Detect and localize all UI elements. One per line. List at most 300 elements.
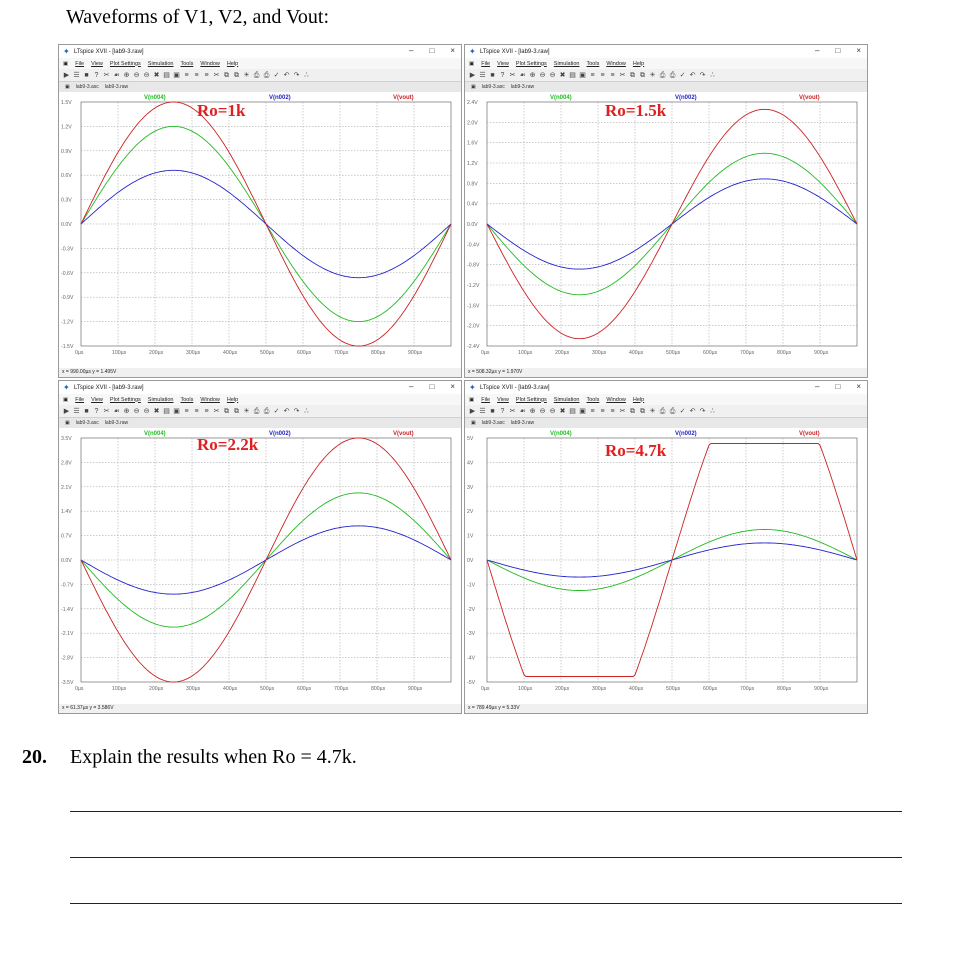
schematic-icon: ▣: [65, 420, 70, 426]
toolbar-button-icon[interactable]: ✂: [619, 407, 626, 415]
toolbar-button-icon[interactable]: ?: [500, 407, 505, 415]
toolbar-button-icon[interactable]: ⊕: [123, 71, 130, 79]
plot-area[interactable]: [465, 428, 867, 705]
toolbar: [465, 69, 867, 82]
toolbar-button-icon[interactable]: ✓: [273, 71, 280, 79]
x-tick-label: 600µs: [703, 350, 718, 356]
x-tick-label: 0µs: [75, 686, 84, 692]
toolbar-button-icon[interactable]: ☀: [649, 407, 656, 415]
y-tick-label: -3V: [467, 631, 476, 638]
toolbar-button-icon[interactable]: ⧉: [630, 71, 635, 79]
y-tick-label: -1.2V: [467, 283, 480, 289]
menu-item-view[interactable]: View: [497, 60, 509, 67]
y-tick-label: 2.1V: [61, 484, 72, 491]
waveform-plot[interactable]: [59, 428, 461, 705]
tab-lab9-3-raw[interactable]: lab9-3.raw: [104, 420, 129, 426]
toolbar-button-icon[interactable]: ⧉: [640, 71, 645, 79]
toolbar-button-icon[interactable]: ✓: [679, 407, 686, 415]
toolbar-button-icon[interactable]: ⊖: [549, 71, 556, 79]
x-tick-label: 0µs: [481, 686, 490, 692]
plot-area[interactable]: [59, 428, 461, 705]
tab-lab9-3-asc[interactable]: lab9-3.asc: [75, 84, 99, 90]
window-title: LTspice XVII - [lab9-3.raw]: [480, 48, 550, 55]
file-icon: ▣: [469, 396, 475, 403]
menu-item-simulation[interactable]: Simulation: [553, 396, 580, 403]
toolbar-button-icon[interactable]: ⊕: [529, 71, 536, 79]
toolbar-button-icon[interactable]: ⊖: [133, 71, 140, 79]
toolbar-button-icon[interactable]: ≡: [600, 407, 605, 415]
y-tick-label: 3V: [467, 484, 474, 491]
toolbar: [59, 405, 461, 418]
toolbar-button-icon[interactable]: ▶: [63, 71, 70, 79]
y-tick-label: 1V: [467, 533, 474, 540]
y-tick-label: -2.0V: [467, 323, 480, 330]
x-tick-label: 300µs: [592, 350, 607, 356]
toolbar-button-icon[interactable]: ⊖: [143, 407, 150, 415]
close-button[interactable]: ×: [450, 382, 455, 391]
y-tick-label: -0.4V: [467, 242, 480, 249]
menu-bar: [465, 58, 867, 69]
y-tick-label: 0.8V: [467, 181, 478, 188]
toolbar-button-icon[interactable]: ?: [500, 71, 505, 79]
schematic-icon: ▣: [471, 420, 476, 426]
window-controls: [815, 46, 861, 55]
menu-item-tools[interactable]: Tools: [180, 60, 194, 67]
toolbar-button-icon[interactable]: ✂: [509, 407, 516, 415]
title-bar: [59, 45, 461, 58]
minimize-button[interactable]: –: [409, 382, 414, 391]
toolbar-button-icon[interactable]: ⊖: [539, 71, 546, 79]
toolbar-button-icon[interactable]: ⧉: [224, 71, 229, 79]
toolbar-button-icon[interactable]: ↷: [699, 71, 706, 79]
toolbar-button-icon[interactable]: ⊕: [123, 407, 130, 415]
toolbar-button-icon[interactable]: ∴: [710, 71, 715, 79]
toolbar-button-icon[interactable]: ☰: [479, 71, 486, 79]
ltspice-window-ro-1k: [58, 44, 462, 378]
toolbar-button-icon[interactable]: ⊖: [539, 407, 546, 415]
toolbar-button-icon[interactable]: ∴: [710, 407, 715, 415]
y-tick-label: -5V: [467, 680, 476, 686]
menu-item-view[interactable]: View: [91, 60, 103, 67]
y-tick-label: -1.4V: [61, 606, 74, 613]
maximize-button[interactable]: □: [429, 382, 435, 391]
x-tick-label: 900µs: [814, 686, 829, 692]
y-tick-label: 0V: [467, 558, 474, 564]
menu-item-help[interactable]: Help: [632, 60, 645, 67]
close-button[interactable]: ×: [450, 46, 455, 55]
y-tick-label: 1.2V: [61, 124, 72, 131]
menu-item-window[interactable]: Window: [200, 396, 220, 403]
toolbar-button-icon[interactable]: ?: [94, 407, 99, 415]
y-tick-label: 0.9V: [61, 148, 72, 155]
x-tick-label: 900µs: [814, 350, 829, 356]
menu-item-tools[interactable]: Tools: [180, 396, 194, 403]
x-tick-label: 200µs: [149, 686, 164, 692]
toolbar-button-icon[interactable]: ▤: [569, 407, 576, 415]
toolbar-button-icon[interactable]: ≡: [610, 71, 615, 79]
x-tick-label: 400µs: [223, 686, 238, 692]
menu-item-plot-settings[interactable]: Plot Settings: [109, 396, 141, 403]
close-button[interactable]: ×: [856, 382, 861, 391]
x-tick-label: 0µs: [75, 350, 84, 356]
x-tick-label: 600µs: [297, 350, 312, 356]
trace-label[interactable]: V(n004): [144, 431, 166, 437]
y-tick-label: -2.8V: [61, 655, 74, 662]
trace-label[interactable]: V(vout): [799, 95, 820, 101]
plot-area[interactable]: [59, 92, 461, 369]
toolbar-button-icon[interactable]: ▤: [163, 71, 170, 79]
window-title: LTspice XVII - [lab9-3.raw]: [74, 384, 144, 391]
y-tick-label: 1.4V: [61, 509, 72, 516]
toolbar-button-icon[interactable]: ■: [84, 71, 89, 79]
toolbar-button-icon[interactable]: ▣: [579, 407, 586, 415]
toolbar-button-icon[interactable]: ⎙: [669, 71, 676, 79]
y-tick-label: 0.0V: [467, 222, 478, 228]
x-tick-label: 800µs: [371, 350, 386, 356]
trace-label[interactable]: V(n004): [550, 431, 572, 437]
toolbar-button-icon[interactable]: ↶: [283, 407, 290, 415]
waveform-plot[interactable]: [465, 428, 867, 705]
toolbar-button-icon[interactable]: ≡: [590, 407, 595, 415]
menu-item-help[interactable]: Help: [226, 60, 239, 67]
toolbar-button-icon[interactable]: ≡: [600, 71, 605, 79]
menu-bar: [59, 58, 461, 69]
ltspice-window-ro-2-2k: [58, 380, 462, 714]
menu-item-view[interactable]: View: [497, 396, 509, 403]
x-tick-label: 700µs: [740, 686, 755, 692]
x-tick-label: 300µs: [592, 686, 607, 692]
toolbar-button-icon[interactable]: ▤: [163, 407, 170, 415]
y-tick-label: 2V: [467, 509, 474, 516]
x-tick-label: 100µs: [112, 686, 127, 692]
toolbar-button-icon[interactable]: ≡: [610, 407, 615, 415]
menu-item-tools[interactable]: Tools: [586, 60, 600, 67]
toolbar-button-icon[interactable]: ✂: [103, 407, 110, 415]
toolbar-button-icon[interactable]: ↷: [293, 407, 300, 415]
toolbar-button-icon[interactable]: ☀: [649, 71, 656, 79]
menu-item-simulation[interactable]: Simulation: [553, 60, 580, 67]
y-tick-label: 1.5V: [61, 100, 72, 106]
ltspice-app-icon: ✦: [469, 382, 476, 392]
toolbar-button-icon[interactable]: ⎙: [253, 407, 260, 415]
window-title: LTspice XVII - [lab9-3.raw]: [74, 48, 144, 55]
toolbar-button-icon[interactable]: ✓: [679, 71, 686, 79]
toolbar-button-icon[interactable]: ☰: [73, 71, 80, 79]
y-tick-label: 1.2V: [467, 161, 478, 167]
toolbar-button-icon[interactable]: ✖: [559, 407, 566, 415]
toolbar-button-icon[interactable]: ✖: [153, 407, 160, 415]
toolbar-button-icon[interactable]: ⊖: [133, 407, 140, 415]
y-tick-label: -1.2V: [61, 319, 74, 326]
menu-item-view[interactable]: View: [91, 396, 103, 403]
toolbar-button-icon[interactable]: ✂: [619, 71, 626, 79]
toolbar-button-icon[interactable]: ✖: [559, 71, 566, 79]
toolbar-button-icon[interactable]: ⧉: [630, 407, 635, 415]
title-bar: [465, 381, 867, 394]
x-tick-label: 200µs: [149, 350, 164, 356]
answer-line[interactable]: [70, 857, 902, 858]
title-bar: [59, 381, 461, 394]
x-tick-label: 300µs: [186, 350, 201, 356]
trace-label[interactable]: V(n004): [144, 95, 166, 101]
y-tick-label: 0.3V: [61, 197, 72, 204]
y-tick-label: 0.6V: [61, 173, 72, 180]
toolbar-button-icon[interactable]: ✂: [103, 71, 110, 79]
trace-label[interactable]: V(vout): [393, 431, 414, 437]
toolbar-button-icon[interactable]: ⎙: [263, 407, 270, 415]
y-tick-label: 3.5V: [61, 436, 72, 442]
status-bar-cursor-readout: x = 508.32µs y = 1.970V: [465, 368, 867, 377]
toolbar-button-icon[interactable]: ▣: [579, 71, 586, 79]
toolbar-button-icon[interactable]: ▣: [173, 407, 180, 415]
x-tick-label: 100µs: [112, 350, 127, 356]
toolbar-button-icon[interactable]: ⎙: [263, 71, 270, 79]
toolbar-button-icon[interactable]: ⊖: [549, 407, 556, 415]
waveform-plot[interactable]: [59, 92, 461, 369]
y-tick-label: 2.8V: [61, 460, 72, 467]
toolbar-button-icon[interactable]: ▤: [569, 71, 576, 79]
y-tick-label: 2.0V: [467, 120, 478, 127]
toolbar-button-icon[interactable]: ∴: [304, 71, 309, 79]
y-tick-label: 0.0V: [61, 222, 72, 228]
y-tick-label: 0.0V: [61, 558, 72, 564]
menu-item-plot-settings[interactable]: Plot Settings: [109, 60, 141, 67]
toolbar-button-icon[interactable]: ≡: [204, 71, 209, 79]
y-tick-label: -0.3V: [61, 246, 74, 253]
minimize-button[interactable]: –: [409, 46, 414, 55]
maximize-button[interactable]: □: [429, 46, 435, 55]
y-tick-label: -0.9V: [61, 295, 74, 302]
toolbar-button-icon[interactable]: ▶: [63, 407, 70, 415]
x-tick-label: 500µs: [666, 686, 681, 692]
question-text: Explain the results when Ro = 4.7k.: [70, 746, 357, 768]
toolbar: [59, 69, 461, 82]
resistance-label: Ro=2.2k: [197, 435, 259, 454]
menu-item-window[interactable]: Window: [200, 60, 220, 67]
close-button[interactable]: ×: [856, 46, 861, 55]
toolbar-button-icon[interactable]: ☀: [243, 71, 250, 79]
toolbar-button-icon[interactable]: ⎙: [253, 71, 260, 79]
toolbar-button-icon[interactable]: ■: [490, 71, 495, 79]
menu-item-plot-settings[interactable]: Plot Settings: [515, 60, 547, 67]
menu-item-window[interactable]: Window: [606, 396, 626, 403]
menu-item-file[interactable]: File: [75, 396, 85, 403]
y-tick-label: 0.7V: [61, 533, 72, 540]
trace-label[interactable]: V(n002): [269, 431, 291, 437]
menu-item-help[interactable]: Help: [226, 396, 239, 403]
y-tick-label: -2.4V: [467, 344, 480, 350]
toolbar-button-icon[interactable]: ▶: [469, 407, 476, 415]
x-tick-label: 300µs: [186, 686, 201, 692]
toolbar-button-icon[interactable]: ✂: [213, 71, 220, 79]
x-tick-label: 500µs: [260, 350, 275, 356]
x-tick-label: 800µs: [371, 686, 386, 692]
trace-label[interactable]: V(n002): [675, 431, 697, 437]
window-controls: [815, 382, 861, 391]
toolbar-button-icon[interactable]: ↶: [689, 407, 696, 415]
toolbar-button-icon[interactable]: ■: [84, 407, 89, 415]
ltspice-window-ro-4-7k: [464, 380, 868, 714]
toolbar-button-icon[interactable]: ↶: [283, 71, 290, 79]
toolbar-button-icon[interactable]: ≡: [194, 407, 199, 415]
tab-lab9-3-asc[interactable]: lab9-3.asc: [481, 84, 505, 90]
x-tick-label: 200µs: [555, 686, 570, 692]
x-tick-label: 500µs: [666, 350, 681, 356]
x-tick-label: 600µs: [703, 686, 718, 692]
waveform-screenshots: [58, 44, 870, 716]
menu-item-tools[interactable]: Tools: [586, 396, 600, 403]
x-tick-label: 100µs: [518, 350, 533, 356]
toolbar-button-icon[interactable]: ∴: [304, 407, 309, 415]
toolbar-button-icon[interactable]: ⧉: [640, 407, 645, 415]
ltspice-app-icon: ✦: [63, 382, 70, 392]
menu-item-simulation[interactable]: Simulation: [147, 396, 174, 403]
x-tick-label: 700µs: [740, 350, 755, 356]
schematic-icon: ▣: [65, 84, 70, 90]
toolbar-button-icon[interactable]: ≡: [590, 71, 595, 79]
trace-label[interactable]: V(n004): [550, 95, 572, 101]
y-tick-label: -0.6V: [61, 270, 74, 277]
toolbar: [465, 405, 867, 418]
y-tick-label: 0.4V: [467, 201, 478, 208]
x-tick-label: 100µs: [518, 686, 533, 692]
toolbar-button-icon[interactable]: ⧉: [224, 407, 229, 415]
menu-item-window[interactable]: Window: [606, 60, 626, 67]
x-tick-label: 800µs: [777, 350, 792, 356]
toolbar-button-icon[interactable]: ?: [94, 71, 99, 79]
x-tick-label: 400µs: [629, 350, 644, 356]
resistance-label: Ro=4.7k: [605, 441, 667, 460]
toolbar-button-icon[interactable]: ☙: [113, 407, 120, 415]
toolbar-button-icon[interactable]: ☙: [113, 71, 120, 79]
toolbar-button-icon[interactable]: ☙: [519, 407, 526, 415]
trace-label[interactable]: V(vout): [393, 95, 414, 101]
x-tick-label: 700µs: [334, 686, 349, 692]
tab-lab9-3-asc[interactable]: lab9-3.asc: [75, 420, 99, 426]
tab-lab9-3-asc[interactable]: lab9-3.asc: [481, 420, 505, 426]
toolbar-button-icon[interactable]: ↷: [699, 407, 706, 415]
title-bar: [465, 45, 867, 58]
toolbar-button-icon[interactable]: ✂: [213, 407, 220, 415]
toolbar-button-icon[interactable]: ■: [490, 407, 495, 415]
maximize-button[interactable]: □: [835, 46, 841, 55]
file-icon: ▣: [63, 60, 69, 67]
y-tick-label: -0.7V: [61, 582, 74, 589]
tab-lab9-3-raw[interactable]: lab9-3.raw: [510, 420, 535, 426]
y-tick-label: -3.5V: [61, 680, 74, 686]
toolbar-button-icon[interactable]: ▶: [469, 71, 476, 79]
toolbar-button-icon[interactable]: ▣: [173, 71, 180, 79]
menu-bar: [465, 394, 867, 405]
file-icon: ▣: [63, 396, 69, 403]
answer-line[interactable]: [70, 903, 902, 904]
ltspice-app-icon: ✦: [63, 46, 70, 56]
x-tick-label: 700µs: [334, 350, 349, 356]
file-icon: ▣: [469, 60, 475, 67]
trace-label[interactable]: V(n002): [269, 95, 291, 101]
y-tick-label: 2.4V: [467, 100, 478, 106]
toolbar-button-icon[interactable]: ☙: [519, 71, 526, 79]
menu-item-file[interactable]: File: [481, 396, 491, 403]
menu-bar: [59, 394, 461, 405]
y-tick-label: 5V: [467, 436, 474, 442]
y-tick-label: -2V: [467, 606, 476, 613]
y-tick-label: -1V: [467, 582, 476, 589]
y-tick-label: -1.6V: [467, 303, 480, 310]
toolbar-button-icon[interactable]: ☰: [479, 407, 486, 415]
ltspice-window-ro-1-5k: [464, 44, 868, 378]
toolbar-button-icon[interactable]: ⊖: [143, 71, 150, 79]
plot-area[interactable]: [465, 92, 867, 369]
window-controls: [409, 46, 455, 55]
toolbar-button-icon[interactable]: ⎙: [669, 407, 676, 415]
window-title: LTspice XVII - [lab9-3.raw]: [480, 384, 550, 391]
toolbar-button-icon[interactable]: ✂: [509, 71, 516, 79]
question-number: 20.: [22, 746, 47, 768]
status-bar-cursor-readout: x = 990.00µs y = 1.495V: [59, 368, 461, 377]
status-bar-cursor-readout: x = 789.49µs y = 5.33V: [465, 704, 867, 713]
resistance-label: Ro=1k: [197, 101, 246, 120]
x-tick-label: 600µs: [297, 686, 312, 692]
maximize-button[interactable]: □: [835, 382, 841, 391]
x-tick-label: 800µs: [777, 686, 792, 692]
tab-lab9-3-raw[interactable]: lab9-3.raw: [510, 84, 535, 90]
toolbar-button-icon[interactable]: ↷: [293, 71, 300, 79]
ltspice-app-icon: ✦: [469, 46, 476, 56]
toolbar-button-icon[interactable]: ⧉: [234, 407, 239, 415]
answer-line[interactable]: [70, 811, 902, 812]
page-heading: Waveforms of V1, V2, and Vout:: [66, 6, 330, 28]
toolbar-button-icon[interactable]: ⊕: [529, 407, 536, 415]
y-tick-label: -0.8V: [467, 262, 480, 269]
x-tick-label: 900µs: [408, 350, 423, 356]
toolbar-button-icon[interactable]: ✖: [153, 71, 160, 79]
x-tick-label: 200µs: [555, 350, 570, 356]
waveform-plot[interactable]: [465, 92, 867, 369]
x-tick-label: 900µs: [408, 686, 423, 692]
x-tick-label: 400µs: [629, 686, 644, 692]
menu-item-plot-settings[interactable]: Plot Settings: [515, 396, 547, 403]
toolbar-button-icon[interactable]: ☰: [73, 407, 80, 415]
y-tick-label: 1.6V: [467, 140, 478, 147]
y-tick-label: -4V: [467, 655, 476, 662]
toolbar-button-icon[interactable]: ↶: [689, 71, 696, 79]
window-controls: [409, 382, 455, 391]
toolbar-button-icon[interactable]: ⎙: [659, 71, 666, 79]
toolbar-button-icon[interactable]: ⧉: [234, 71, 239, 79]
minimize-button[interactable]: –: [815, 46, 820, 55]
minimize-button[interactable]: –: [815, 382, 820, 391]
x-tick-label: 500µs: [260, 686, 275, 692]
toolbar-button-icon[interactable]: ≡: [184, 71, 189, 79]
menu-item-file[interactable]: File: [75, 60, 85, 67]
menu-item-help[interactable]: Help: [632, 396, 645, 403]
trace-label[interactable]: V(vout): [799, 431, 820, 437]
toolbar-button-icon[interactable]: ≡: [194, 71, 199, 79]
toolbar-button-icon[interactable]: ⎙: [659, 407, 666, 415]
toolbar-button-icon[interactable]: ☀: [243, 407, 250, 415]
resistance-label: Ro=1.5k: [605, 101, 667, 120]
menu-item-file[interactable]: File: [481, 60, 491, 67]
menu-item-simulation[interactable]: Simulation: [147, 60, 174, 67]
toolbar-button-icon[interactable]: ≡: [204, 407, 209, 415]
x-tick-label: 0µs: [481, 350, 490, 356]
toolbar-button-icon[interactable]: ≡: [184, 407, 189, 415]
toolbar-button-icon[interactable]: ✓: [273, 407, 280, 415]
tab-lab9-3-raw[interactable]: lab9-3.raw: [104, 84, 129, 90]
x-tick-label: 400µs: [223, 350, 238, 356]
trace-label[interactable]: V(n002): [675, 95, 697, 101]
